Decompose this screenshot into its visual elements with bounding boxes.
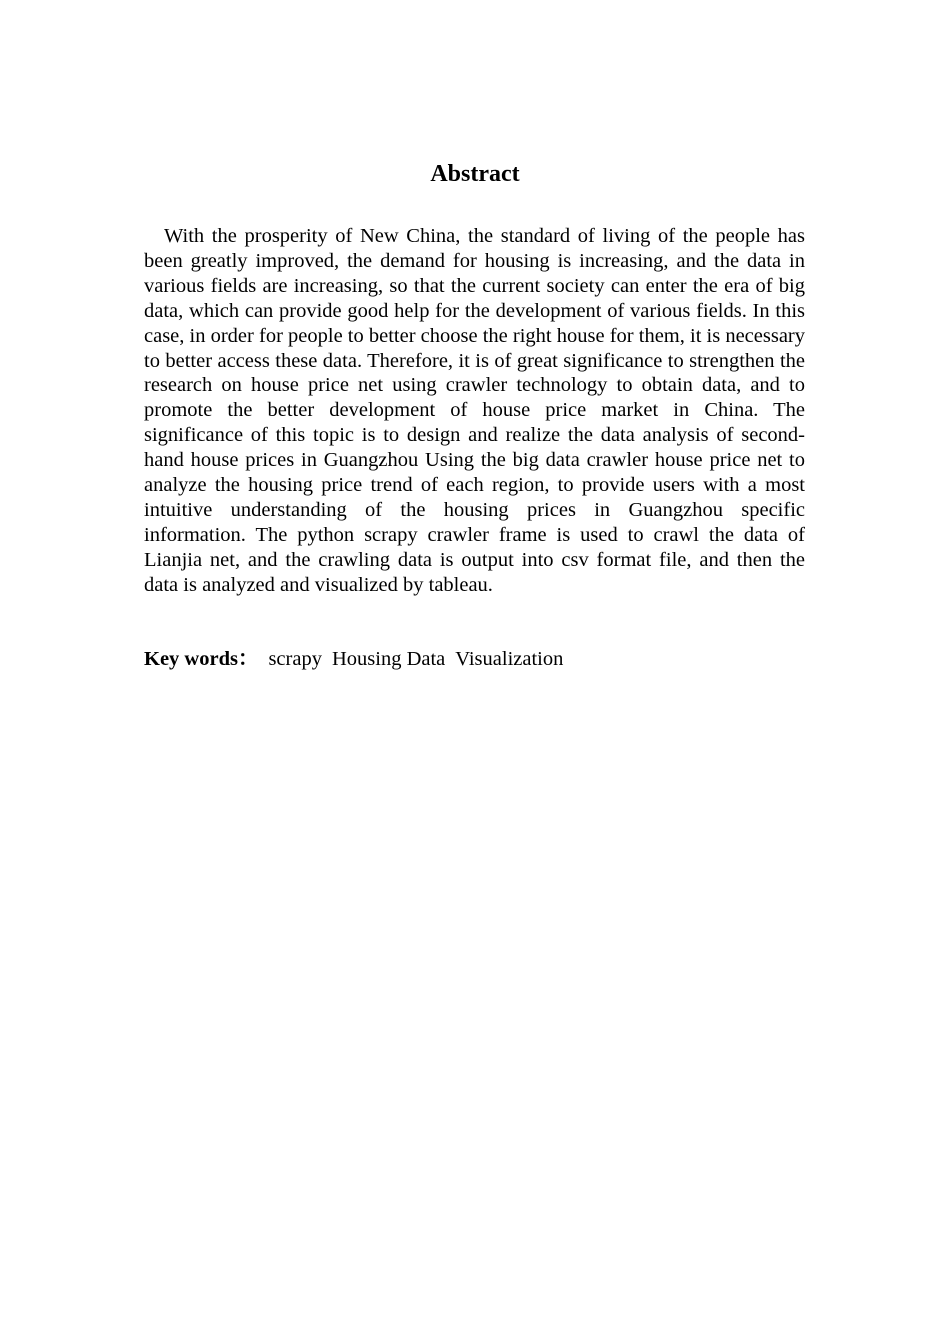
keyword-term: scrapy	[268, 648, 322, 670]
keyword-term: Housing Data	[331, 648, 446, 670]
keyword-term: Visualization	[455, 648, 564, 670]
abstract-body: With the prosperity of New China, the standard of living of the people has been greatly improved, the demand for housing is increasing, and the data in various fields are increasing, so that the current society can enter the era of big data, which can provide good help for the development of various fields. In this case, in order for people to better choose the right house for them, it is necessary to better access these data. Therefore, it is of great significance to strengthen the research on house price net using crawler technology to obtain data, and to promote the better development of house price market in China. The significance of this topic is to design and realize the data analysis of second-hand house prices in Guangzhou Using the big data crawler house price net to analyze the housing price trend of each region, to provide users with a most intuitive understanding of the housing prices in Guangzhou specific information. The python scrapy crawler frame is used to crawl the data of Lianjia net, and the crawling data is output into csv format file, and then the data is analyzed and visualized by tableau.	[144, 225, 805, 596]
keywords-line	[144, 646, 805, 672]
keywords-label: Key words	[144, 648, 238, 670]
abstract-title: Abstract	[430, 161, 520, 187]
keywords-separator: ：	[237, 648, 259, 670]
